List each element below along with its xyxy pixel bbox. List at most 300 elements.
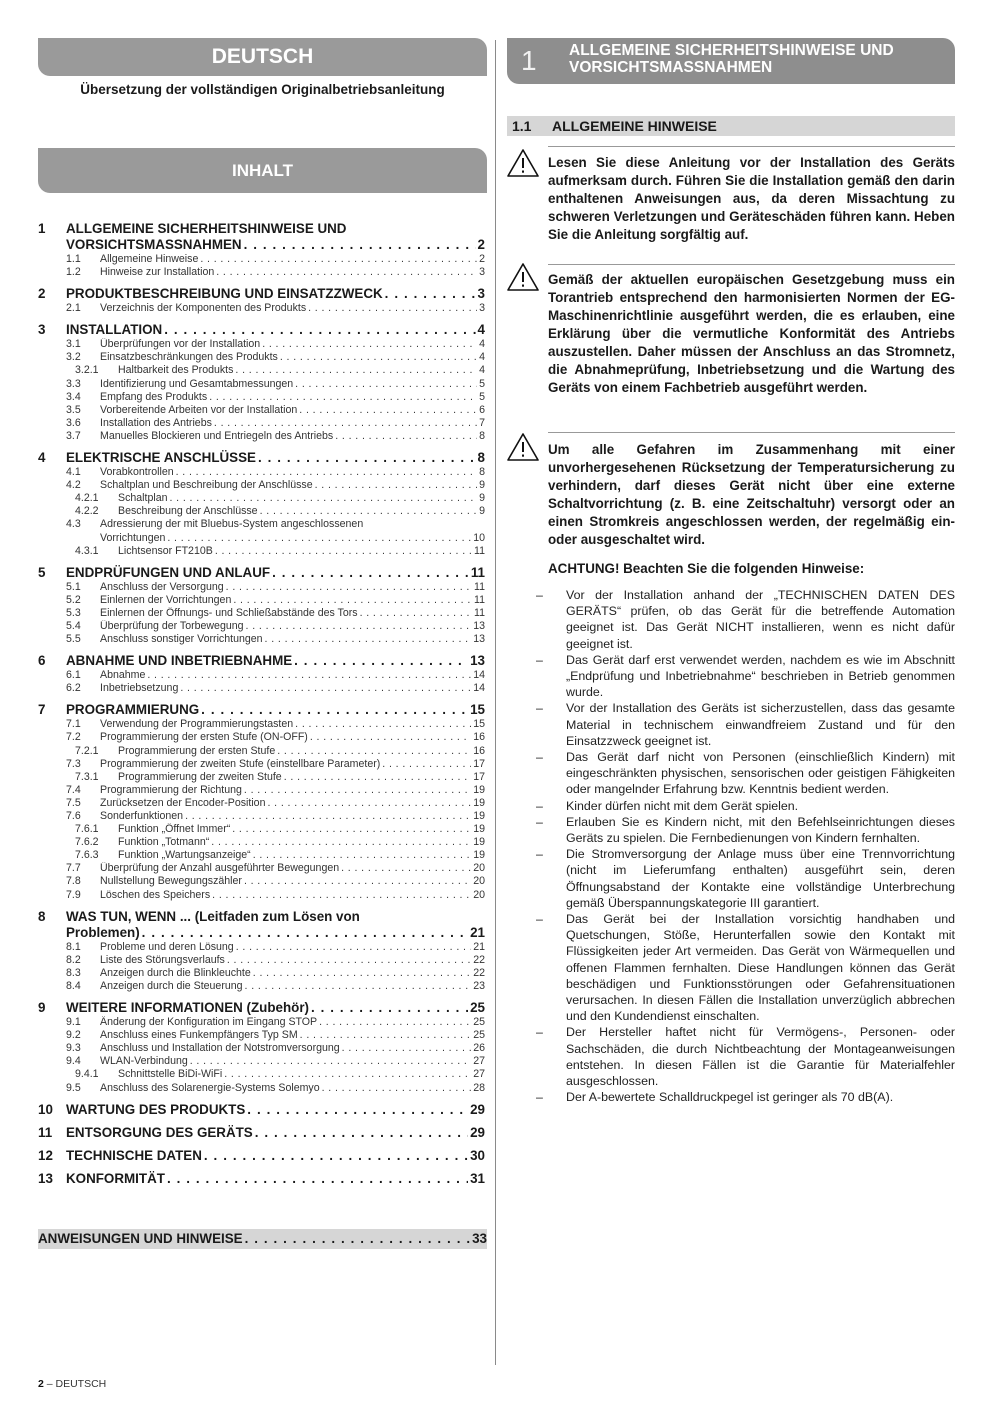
toc-entry-title-line1: ALLGEMEINE SICHERHEITSHINWEISE UND	[66, 221, 347, 236]
toc-entry-number: 3	[38, 322, 46, 338]
toc-entry-number: 9.1	[66, 1016, 81, 1029]
toc-entry[interactable]	[38, 266, 485, 279]
toc-entry-page: 2	[477, 237, 485, 252]
toc-entry-number: 9	[38, 1000, 46, 1016]
toc-entry-page: 8	[479, 466, 485, 479]
toc-entry-page: 9	[479, 505, 485, 518]
toc-entry-title: Problemen)	[66, 924, 140, 940]
warning-text: Gemäß der aktuellen europäischen Gesetzgebung muss ein Torantrieb entsprechend den harmonisierten Normen der EG-Maschinenrichtlinie ausgeführt werden, die es erlauben, eine Erklärung über die vermutliche Konformität des Antriebs auszustellen. Daher müssen der Anschluss an das Stromnetz, die Abnahmeprüfung, Inbetriebsetzung und die Wartung des Geräts von einem Fachbetrieb ausgeführt werden.	[548, 272, 955, 395]
toc-entry[interactable]	[38, 980, 485, 993]
toc-entry-title: Überprüfung der Torbewegung	[100, 619, 244, 632]
toc-leader-dots	[167, 532, 471, 545]
toc-entry-number: 3.1	[66, 338, 81, 351]
toc-leader-dots	[272, 565, 469, 581]
toc-entry-page: 4	[479, 338, 485, 351]
toc-entry-page: 11	[474, 606, 485, 619]
toc-entry-title: Funktion „Wartungsanzeige“	[118, 849, 251, 862]
toc-entry-number: 7.5	[66, 796, 81, 809]
toc-entry[interactable]	[38, 581, 485, 594]
toc-entry-title: Beschreibung der Anschlüsse	[118, 505, 258, 518]
toc-entry-number: 9.5	[66, 1081, 81, 1094]
toc-entry-number: 3.7	[66, 429, 81, 442]
toc-entry-title: Anschluss der Versorgung	[100, 580, 224, 593]
language-banner: DEUTSCH	[38, 38, 487, 76]
toc-leader-dots	[212, 889, 471, 902]
toc-entry-page: 25	[473, 1029, 485, 1042]
toc-entry[interactable]	[38, 889, 485, 902]
toc-entry-page: 19	[473, 810, 485, 822]
toc-entry-title: VORSICHTSMASSNAHMEN	[66, 237, 242, 252]
toc-entry[interactable]	[38, 565, 485, 581]
list-item: – Die Stromversorgung der Anlage muss über eine Trennvorrichtung (nicht im Lieferumfang enthalten) ausgeführt sein, deren Öffnungsabstand der Kontakte eine vollständige Unterbrechung gemäß Überspannungskategorie III garantiert.	[536, 846, 955, 911]
toc-entry[interactable]	[38, 1068, 485, 1081]
toc-entry-title: Vorrichtungen	[100, 531, 166, 544]
toc-leader-dots	[342, 1042, 472, 1055]
toc-entry[interactable]	[38, 253, 485, 266]
toc-entry[interactable]	[38, 682, 485, 695]
chapter-number: 1	[521, 45, 537, 76]
toc-entry-title: Anschluss sonstiger Vorrichtungen	[100, 633, 263, 646]
toc-entry-number: 4.2.2	[75, 505, 99, 518]
toc-entry[interactable]	[38, 1055, 485, 1068]
toc-entry-page: 7	[479, 416, 485, 429]
toc-leader-dots	[176, 466, 477, 479]
toc-entry[interactable]	[38, 954, 485, 967]
toc-leader-dots	[215, 545, 472, 558]
toc-leader-dots	[315, 479, 477, 492]
toc-leader-dots	[235, 364, 477, 377]
toc-entry-number: 4	[38, 450, 46, 466]
section-title: ALLGEMEINE HINWEISE	[552, 118, 717, 134]
warning-separator	[548, 264, 955, 265]
toc-entry-number: 2.1	[66, 302, 81, 315]
toc-entry-page: 6	[479, 403, 485, 416]
toc-entry-number: 7.6	[66, 810, 81, 822]
toc-entry[interactable]	[38, 633, 485, 646]
toc-entry-page: 22	[473, 953, 485, 966]
toc-entry-title: Abnahme	[100, 669, 146, 682]
toc-entry-page: 11	[474, 593, 485, 606]
toc-entry-page: 11	[474, 580, 485, 593]
toc-leader-dots	[295, 718, 471, 731]
column-divider	[495, 40, 496, 1365]
toc-entry[interactable]	[38, 745, 485, 758]
table-of-contents	[38, 214, 485, 1187]
toc-entry[interactable]	[38, 417, 485, 430]
toc-entry[interactable]	[38, 875, 485, 888]
toc-entry[interactable]	[38, 221, 485, 253]
toc-entry[interactable]	[38, 653, 485, 669]
toc-entry[interactable]	[38, 378, 485, 391]
toc-leader-dots	[180, 682, 471, 695]
toc-entry-number: 9.3	[66, 1042, 81, 1055]
toc-entry[interactable]	[38, 1102, 485, 1118]
toc-entry[interactable]	[38, 545, 485, 558]
toc-leader-dots	[277, 745, 471, 758]
toc-leader-dots	[232, 823, 471, 836]
chapter-banner	[507, 38, 955, 84]
toc-entry-page: 8	[477, 450, 485, 466]
toc-leader-dots	[204, 1148, 468, 1164]
toc-entry[interactable]	[38, 364, 485, 377]
toc-entry-title: Programmierung der zweiten Stufe	[118, 770, 282, 783]
toc-entry-number: 7.9	[66, 888, 81, 901]
toc-entry[interactable]	[38, 518, 485, 544]
toc-entry-page: 19	[473, 836, 485, 849]
toc-entry-title: Sonderfunktionen	[100, 810, 184, 822]
toc-entry-page: 9	[479, 492, 485, 505]
toc-entry-number: 3.4	[66, 390, 81, 403]
toc-entry-number: 8.4	[66, 979, 81, 992]
toc-entry-number: 1.2	[66, 266, 81, 279]
toc-entry-number: 5.2	[66, 593, 81, 606]
toc-entry[interactable]	[38, 338, 485, 351]
toc-entry-title: Überprüfung der Anzahl ausgeführter Bewegungen	[100, 862, 340, 875]
toc-entry[interactable]	[38, 1082, 485, 1095]
toc-entry-title: Einlernen der Vorrichtungen	[100, 593, 232, 606]
toc-leader-dots	[227, 954, 471, 967]
toc-entry-number: 5.4	[66, 619, 81, 632]
toc-leader-dots	[164, 322, 475, 338]
toc-leader-dots	[258, 450, 476, 466]
toc-entry-title: Verwendung der Programmierungstasten	[100, 718, 294, 731]
toc-leader-dots	[262, 338, 477, 351]
toc-leader-dots	[267, 797, 471, 810]
toc-entry[interactable]	[38, 967, 485, 980]
toc-entry[interactable]	[38, 784, 485, 797]
toc-entry-page: 8	[479, 429, 485, 442]
toc-leader-dots	[300, 1029, 472, 1042]
toc-leader-dots	[185, 810, 471, 823]
toc-entry[interactable]	[38, 1000, 485, 1016]
toc-leader-dots	[201, 702, 468, 718]
toc-entry-title: Löschen des Speichers	[100, 888, 211, 901]
toc-entry[interactable]	[38, 669, 485, 682]
toc-entry-number: 7.8	[66, 875, 81, 888]
toc-entry-title: Vorabkontrollen	[100, 466, 174, 479]
toc-entry[interactable]	[38, 731, 485, 744]
footer-label: – DEUTSCH	[43, 1378, 107, 1390]
toc-entry[interactable]	[38, 1042, 485, 1055]
toc-entry-page: 27	[473, 1055, 485, 1068]
toc-entry-title: Anschluss des Solarenergie-Systems Solemyo	[100, 1081, 320, 1094]
list-item: – Das Gerät darf erst verwendet werden, nachdem es wie im Abschnitt „Endprüfung und Inbetriebnahme“ beschrieben in Betrieb genommen wurde.	[536, 652, 955, 701]
toc-leader-dots	[233, 594, 472, 607]
toc-entry-page: 14	[473, 682, 485, 695]
attention-heading: ACHTUNG! Beachten Sie die folgenden Hinweise:	[548, 561, 865, 576]
toc-entry-title: Funktion „Totmann“	[118, 836, 210, 849]
toc-entry-title: Empfang des Produkts	[100, 390, 208, 403]
toc-entry-title: ABNAHME UND INBETRIEBNAHME	[66, 653, 293, 669]
toc-entry-page: 23	[473, 979, 485, 992]
toc-entry-title: WEITERE INFORMATIONEN (Zubehör)	[66, 1000, 309, 1016]
list-item: – Kinder dürfen nicht mit dem Gerät spielen.	[536, 798, 955, 814]
toc-entry-title: PRODUKTBESCHREIBUNG UND EINSATZZWECK	[66, 286, 383, 302]
toc-entry-title: Zurücksetzen der Encoder-Position	[100, 796, 266, 809]
warning-triangle-icon	[506, 432, 540, 462]
toc-leader-dots	[244, 875, 471, 888]
toc-entry[interactable]	[38, 836, 485, 849]
toc-entry-number: 5	[38, 564, 46, 580]
toc-entry-page: 9	[479, 479, 485, 492]
toc-entry-number: 2	[38, 286, 46, 302]
toc-entry[interactable]	[38, 718, 485, 731]
toc-entry-title: Schaltplan und Beschreibung der Anschlüsse	[100, 479, 313, 492]
toc-entry[interactable]	[38, 862, 485, 875]
toc-entry-page: 25	[470, 1000, 485, 1016]
toc-entry-page: 16	[473, 744, 485, 757]
toc-entry-title: Inbetriebsetzung	[100, 682, 179, 695]
list-item: – Der Hersteller haftet nicht für Vermögens-, Personen- oder Sachschäden, die durch Nichtbeachtung der Montageanweisungen entstehen. In diesen Fällen ist die Garantie für Materialfehler ausgeschlossen.	[536, 1024, 955, 1089]
toc-leader-dots	[284, 771, 472, 784]
toc-entry-page: 4	[477, 322, 485, 338]
toc-entry[interactable]	[38, 823, 485, 836]
toc-entry[interactable]	[38, 302, 485, 315]
toc-entry-title: Anschluss und Installation der Notstromversorgung	[100, 1042, 340, 1055]
toc-entry-number: 5.3	[66, 606, 81, 619]
toc-entry-title: ENDPRÜFUNGEN UND ANLAUF	[66, 564, 271, 580]
list-item: – Das Gerät bei der Installation vorsichtig handhaben und Quetschungen, Stöße, Herunterfallen sowie den Kontakt mit Flüssigkeiten jeder Art vermeiden. Das Gerät von Wärmequellen und offenen Flammen fernhalten. Diese Handlungen können das Gerät beschädigen und Funktionsstörungen oder Gefahrensituationen verursachen. In diesen Fällen die Installation unverzüglich abbrechen und den Kundendienst einschalten.	[536, 911, 955, 1024]
toc-leader-dots	[308, 302, 477, 315]
toc-leader-dots	[246, 620, 472, 633]
toc-leader-dots	[341, 862, 471, 875]
toc-entry-title: ENTSORGUNG DES GERÄTS	[66, 1124, 253, 1140]
toc-leader-dots	[236, 941, 472, 954]
toc-entry-number: 13	[38, 1170, 53, 1186]
toc-entry-number: 1	[38, 221, 46, 236]
toc-entry[interactable]	[38, 849, 485, 862]
toc-entry[interactable]	[38, 1125, 485, 1141]
toc-entry[interactable]	[38, 909, 485, 941]
toc-entry[interactable]	[38, 492, 485, 505]
toc-leader-dots	[224, 1068, 471, 1081]
toc-title: INHALT	[38, 148, 487, 193]
toc-entry[interactable]	[38, 594, 485, 607]
toc-entry-number: 1.1	[66, 253, 81, 265]
toc-leader-dots	[319, 1016, 471, 1029]
toc-entry-page: 31	[470, 1170, 485, 1186]
toc-entry-title: Haltbarkeit des Produkts	[118, 364, 234, 377]
list-item: – Erlauben Sie es Kindern nicht, mit den Befehlseinrichtungen dieses Geräts zu spielen. Die Fernbedienungen von Kindern fernhalten.	[536, 814, 955, 846]
toc-entry-title: Anzeigen durch die Steuerung	[100, 979, 243, 992]
toc-entry-title: ELEKTRISCHE ANSCHLÜSSE	[66, 450, 256, 466]
list-item: – Vor der Installation anhand der „TECHNISCHEN DATEN DES GERÄTS“ prüfen, ob das Gerät für die betreffende Automation geeignet ist. Das Gerät NICHT installieren, wenn es nicht dafür geeignet ist.	[536, 587, 955, 652]
toc-entry-page: 10	[473, 531, 485, 544]
page-footer	[38, 1378, 106, 1390]
toc-entry[interactable]	[38, 797, 485, 810]
toc-entry-number: 8.3	[66, 966, 81, 979]
toc-entry[interactable]	[38, 702, 485, 718]
toc-entry-title: Identifizierung und Gesamtabmessungen	[100, 377, 294, 390]
toc-entry-page: 28	[473, 1081, 485, 1094]
toc-entry-number: 7.1	[66, 718, 81, 731]
toc-entry[interactable]	[38, 466, 485, 479]
toc-entry-page: 3	[479, 302, 485, 315]
toc-entry-page: 29	[470, 1124, 485, 1140]
toc-entry-page: 3	[479, 266, 485, 279]
toc-entry-title: Einsatzbeschränkungen des Produkts	[100, 351, 278, 364]
section-number: 1.1	[512, 118, 532, 134]
toc-entry-page: 13	[473, 619, 485, 632]
toc-entry-number: 7.3.1	[75, 770, 99, 783]
toc-entry-title: Nullstellung Bewegungszähler	[100, 875, 242, 888]
toc-entry-title: Probleme und deren Lösung	[100, 940, 234, 953]
toc-entry-title: Änderung der Konfiguration im Eingang STOP	[100, 1016, 318, 1029]
toc-entry-title: Programmierung der ersten Stufe (ON-OFF)	[100, 731, 308, 744]
toc-entry-title: Verzeichnis der Komponenten des Produkts	[100, 302, 307, 315]
toc-entry[interactable]	[38, 607, 485, 620]
toc-leader-dots	[280, 351, 477, 364]
toc-entry-number: 7.3	[66, 757, 81, 770]
list-item: – Vor der Installation des Geräts ist sicherzustellen, dass das gesamte Material in technischem einwandfreiem Zustand und für den Einsatzzweck geeignet ist.	[536, 700, 955, 749]
toc-entry[interactable]	[38, 1148, 485, 1164]
toc-entry-number: 4.1	[66, 466, 81, 479]
toc-entry-number: 8.2	[66, 953, 81, 966]
toc-entry-number: 5.1	[66, 580, 81, 593]
toc-leader-dots	[385, 286, 476, 302]
toc-entry[interactable]	[38, 391, 485, 404]
toc-entry-page: 19	[473, 823, 485, 836]
toc-leader-dots	[147, 669, 471, 682]
toc-entry-number: 7	[38, 702, 46, 718]
toc-leader-dots	[294, 653, 468, 669]
toc-leader-dots	[169, 492, 477, 505]
toc-leader-dots	[214, 417, 477, 430]
footer-page-number: 2	[38, 1378, 44, 1390]
toc-entry[interactable]	[38, 1029, 485, 1042]
toc-entry-page: 30	[470, 1147, 485, 1163]
warning-triangle-icon	[506, 148, 540, 178]
toc-entry[interactable]	[38, 620, 485, 633]
toc-entry[interactable]	[38, 1016, 485, 1029]
toc-leader-dots	[247, 1102, 468, 1118]
toc-leader-dots	[142, 925, 468, 941]
toc-entry-page: 17	[473, 770, 485, 783]
toc-final-page: 33	[472, 1231, 487, 1246]
toc-entry[interactable]	[38, 505, 485, 518]
toc-entry-page: 3	[477, 286, 485, 302]
toc-entry-number: 5.5	[66, 633, 81, 646]
toc-entry-title: Schaltplan	[118, 492, 168, 505]
toc-entry[interactable]	[38, 286, 485, 302]
toc-entry-number: 7.2	[66, 731, 81, 744]
toc-leader-dots	[253, 849, 472, 862]
toc-entry-number: 6.1	[66, 669, 81, 682]
warning-triangle-icon	[506, 262, 540, 292]
toc-entry[interactable]	[38, 351, 485, 364]
toc-entry[interactable]	[38, 758, 485, 771]
list-item: – Der A-bewertete Schalldruckpegel ist geringer als 70 dB(A).	[536, 1089, 955, 1105]
toc-entry[interactable]	[38, 810, 485, 823]
toc-entry-page: 20	[473, 862, 485, 875]
toc-entry-page: 20	[473, 875, 485, 888]
toc-entry[interactable]	[38, 404, 485, 417]
toc-entry[interactable]	[38, 322, 485, 338]
toc-entry-page: 5	[479, 390, 485, 403]
toc-entry-title-line1: Adressierung der mit Bluebus-System angeschlossenen	[100, 518, 364, 531]
toc-entry-number: 7.6.2	[75, 836, 99, 849]
toc-entry-page: 20	[473, 888, 485, 901]
toc-entry-title: Hinweise zur Installation	[100, 266, 215, 279]
toc-entry-page: 15	[473, 718, 485, 731]
chapter-title: ALLGEMEINE SICHERHEITSHINWEISE UND VORSICHTSMASSNAHMEN	[569, 42, 894, 76]
toc-entry-number: 7.2.1	[75, 744, 99, 757]
toc-entry-page: 19	[473, 796, 485, 809]
toc-entry-title: Schnittstelle BiDi-WiFi	[118, 1068, 223, 1081]
toc-entry-number: 4.3.1	[75, 544, 99, 557]
toc-entry-number: 7.4	[66, 783, 81, 796]
toc-entry-number: 8.1	[66, 940, 81, 953]
toc-entry-title: Manuelles Blockieren und Entriegeln des Antriebs	[100, 429, 334, 442]
warning-text: Lesen Sie diese Anleitung vor der Installation des Geräts aufmerksam durch. Führen Sie die Installation gemäß den darin enthaltenen Anweisungen aus, da deren Missachtung zu schweren Verletzungen und Geräteschäden führen kann. Heben Sie die Anleitung sorgfältig auf.	[548, 155, 955, 242]
toc-entry[interactable]	[38, 1171, 485, 1187]
toc-leader-dots	[245, 980, 472, 993]
toc-leader-dots	[310, 731, 471, 744]
toc-entry-number: 12	[38, 1147, 53, 1163]
toc-entry-number: 3.5	[66, 403, 81, 416]
toc-entry-title: Anzeigen durch die Blinkleuchte	[100, 966, 251, 979]
toc-entry[interactable]	[38, 450, 485, 466]
toc-leader-dots	[253, 967, 471, 980]
toc-entry[interactable]	[38, 771, 485, 784]
toc-entry-page: 13	[470, 653, 485, 669]
toc-entry-title: Installation des Antriebs	[100, 416, 212, 429]
toc-leader-dots	[382, 758, 471, 771]
toc-entry-number: 9.4	[66, 1055, 81, 1068]
toc-entry-page: 25	[473, 1016, 485, 1029]
toc-entry-page: 19	[473, 849, 485, 862]
document-subtitle: Übersetzung der vollständigen Originalbetriebsanleitung	[80, 82, 445, 97]
toc-entry-title: KONFORMITÄT	[66, 1170, 165, 1186]
toc-entry-page: 17	[473, 757, 485, 770]
toc-leader-dots	[167, 1171, 468, 1187]
toc-entry-number: 4.3	[66, 518, 81, 531]
toc-entry[interactable]	[38, 479, 485, 492]
toc-leader-dots	[244, 237, 476, 253]
toc-entry-title: Funktion „Öffnet Immer“	[118, 823, 231, 836]
toc-entry-number: 8	[38, 908, 46, 924]
toc-entry-title: TECHNISCHE DATEN	[66, 1147, 202, 1163]
toc-entry-title: Programmierung der Richtung	[100, 783, 242, 796]
toc-entry-page: 19	[473, 783, 485, 796]
toc-entry-page: 4	[479, 351, 485, 364]
toc-entry-number: 4.2.1	[75, 492, 99, 505]
toc-entry-page: 13	[473, 633, 485, 646]
toc-leader-dots	[190, 1055, 471, 1068]
toc-entry-title: Allgemeine Hinweise	[100, 253, 199, 265]
toc-entry-number: 3.6	[66, 416, 81, 429]
toc-entry-page: 16	[473, 731, 485, 744]
toc-entry-number: 6.2	[66, 682, 81, 695]
toc-leader-dots	[311, 1000, 468, 1016]
toc-entry-page: 21	[473, 940, 485, 953]
toc-entry-page: 29	[470, 1101, 485, 1117]
toc-leader-dots	[244, 784, 471, 797]
toc-entry[interactable]	[38, 430, 485, 443]
toc-final-entry[interactable]	[38, 1229, 487, 1249]
toc-leader-dots	[360, 607, 472, 620]
toc-entry-number: 7.6.1	[75, 823, 99, 836]
toc-entry-page: 22	[473, 966, 485, 979]
toc-entry[interactable]	[38, 941, 485, 954]
toc-leader-dots	[295, 378, 477, 391]
toc-entry-title-line1: WAS TUN, WENN ... (Leitfaden zum Lösen von	[66, 908, 360, 924]
toc-leader-dots	[255, 1125, 468, 1141]
toc-entry-page: 11	[470, 564, 485, 580]
toc-leader-dots	[335, 430, 477, 443]
toc-entry-title: INSTALLATION	[66, 322, 163, 338]
warning-text: Um alle Gefahren im Zusammenhang mit einer unvorhergesehenen Rücksetzung der Temperatursicherung zu verhindern, darf dieses Gerät nicht über eine externe Schaltvorrichtung (z. B. eine Zeitschaltuhr) versorgt oder an einen Stromkreis angeschlossen werden, der regelmäßig ein- oder ausgeschaltet wird.	[548, 442, 955, 547]
